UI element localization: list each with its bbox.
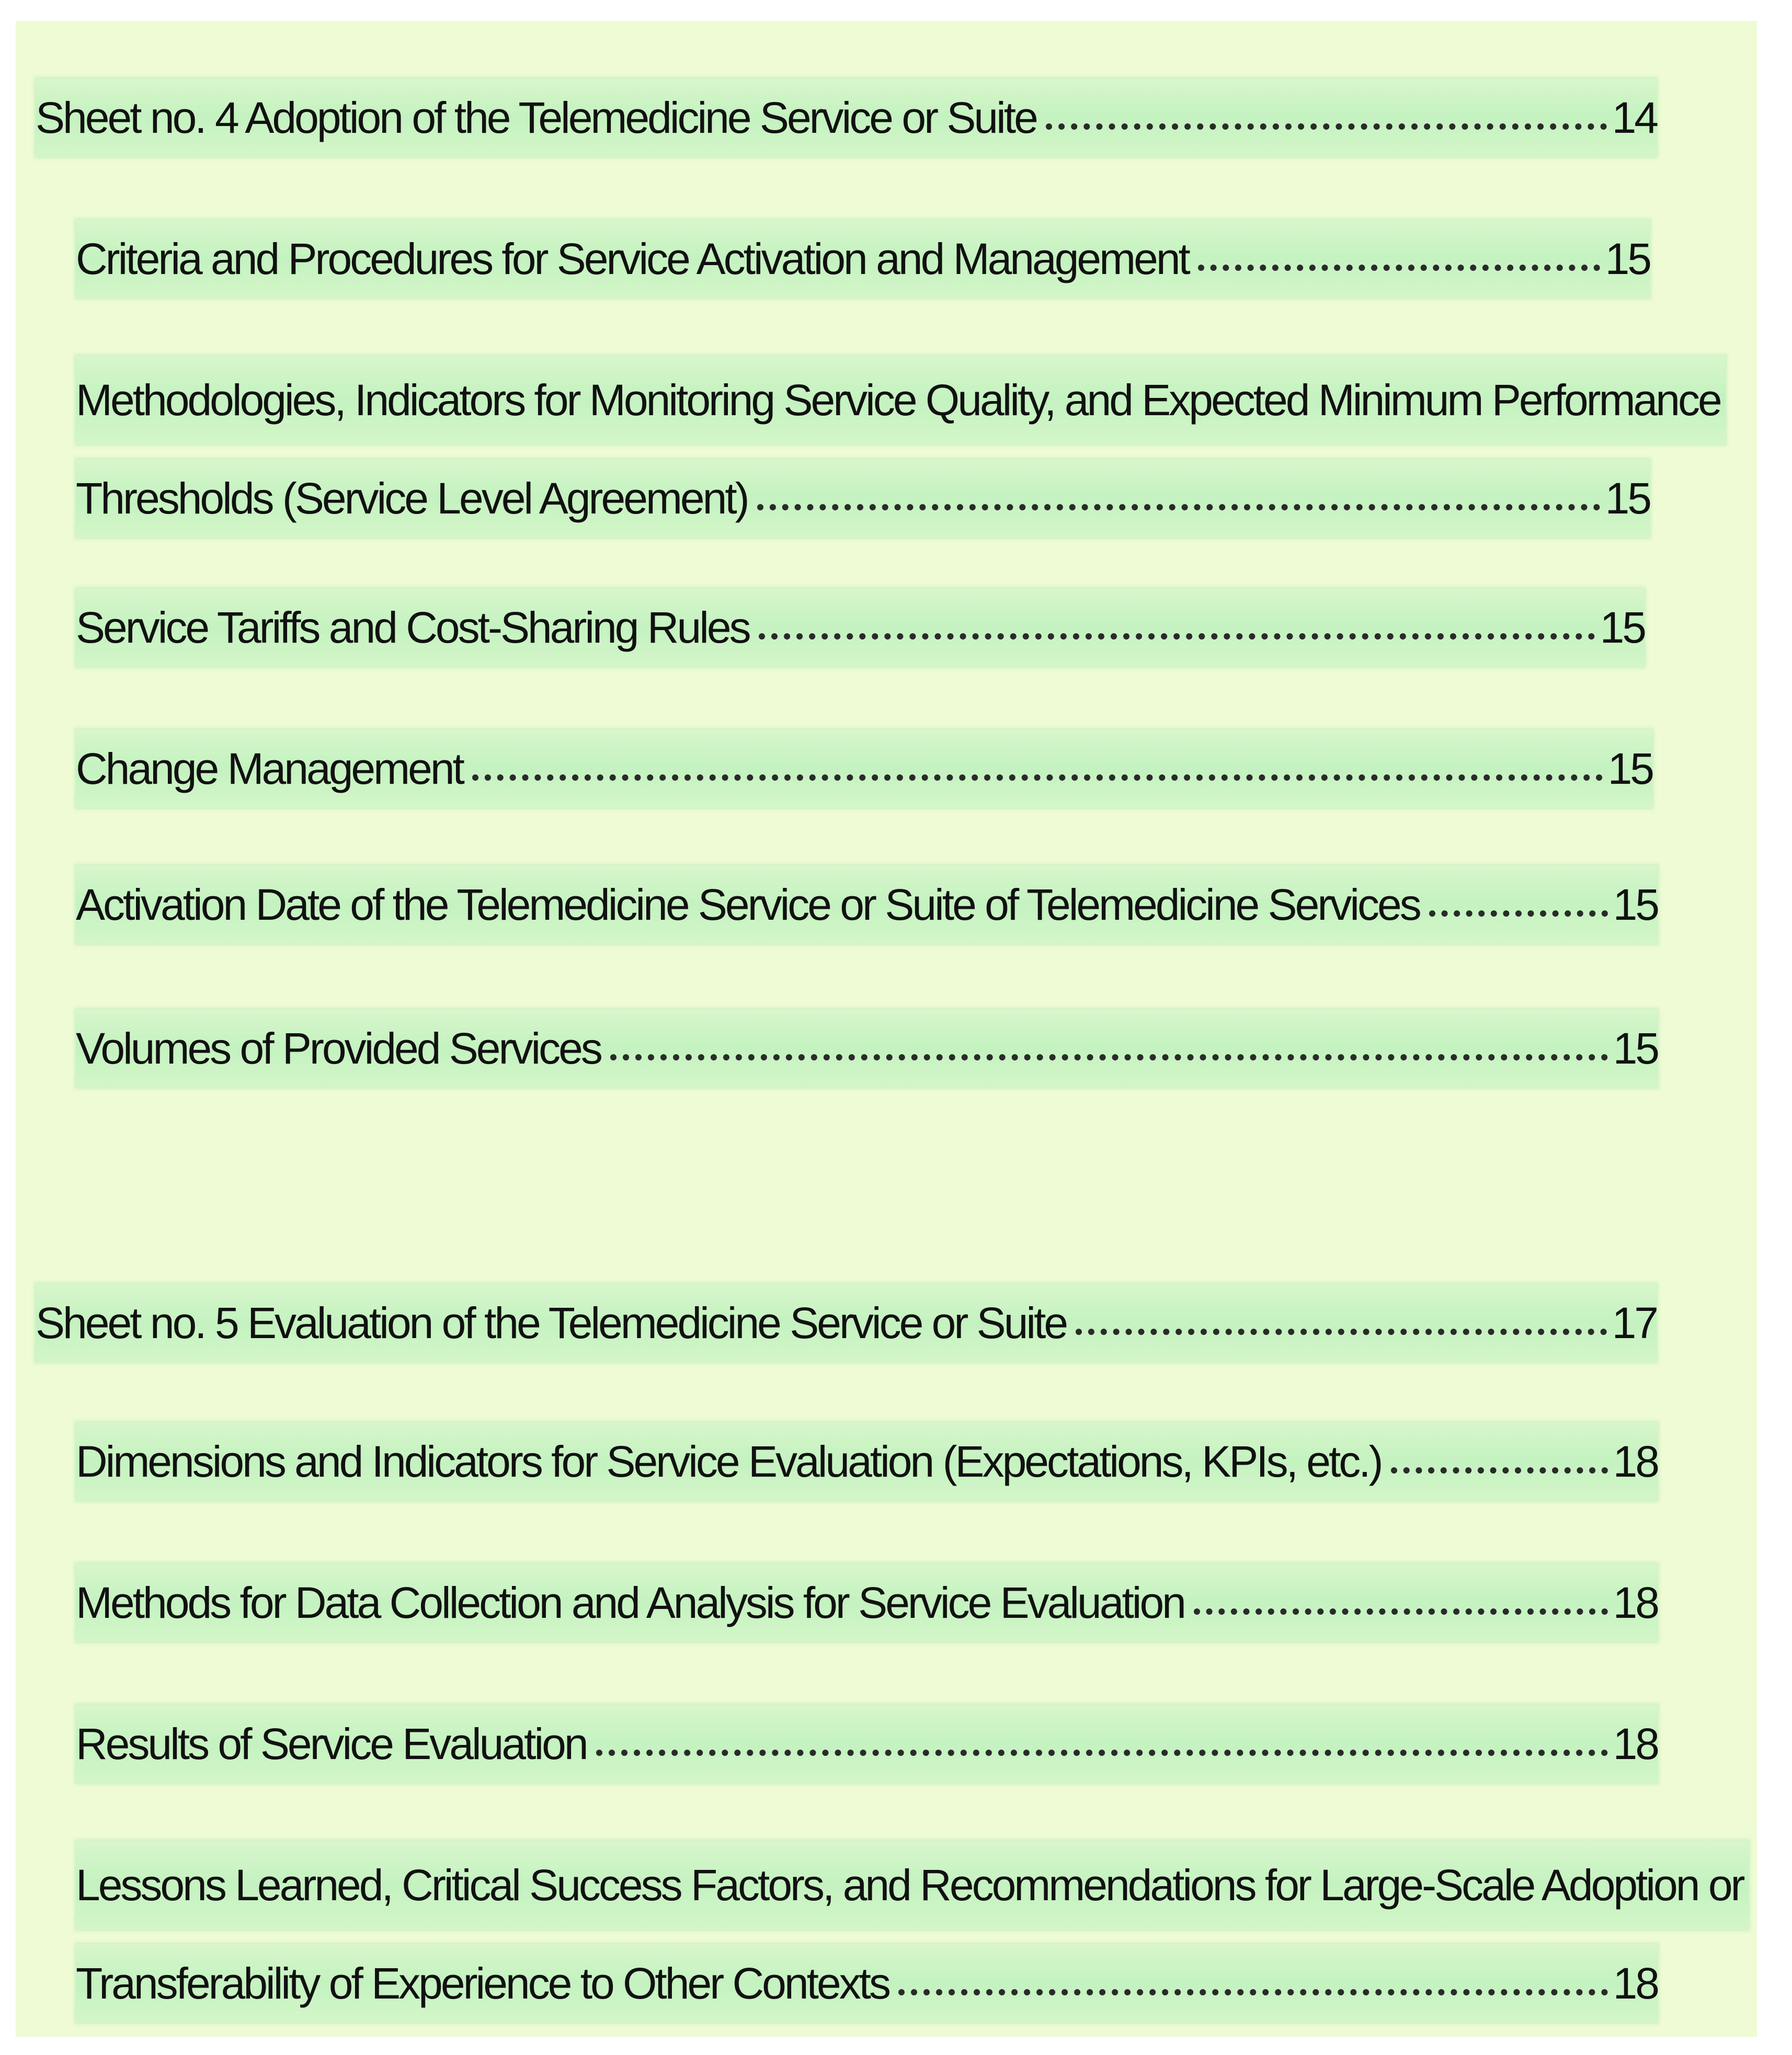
toc-entry[interactable] bbox=[76, 356, 1720, 538]
dot-leader bbox=[898, 1989, 1608, 1995]
toc-page-number: 15 bbox=[1613, 880, 1658, 929]
toc-page bbox=[16, 21, 1757, 2037]
dot-leader bbox=[759, 633, 1595, 640]
toc-entry-title: Criteria and Procedures for Service Activation and Management bbox=[76, 234, 1189, 283]
toc-entry[interactable] bbox=[76, 220, 1650, 298]
toc-entry[interactable] bbox=[76, 1563, 1658, 1642]
dot-leader bbox=[1198, 265, 1600, 271]
toc-heading-title: Sheet no. 5 Evaluation of the Telemedicine Service or Suite bbox=[36, 1298, 1067, 1348]
toc-entry[interactable] bbox=[76, 1009, 1658, 1088]
toc-page-number: 15 bbox=[1605, 234, 1650, 283]
dot-leader bbox=[757, 504, 1600, 510]
toc-entry-title: Change Management bbox=[76, 744, 463, 793]
dot-leader bbox=[1391, 1467, 1608, 1474]
toc-page-number: 18 bbox=[1613, 1719, 1658, 1768]
toc-page-number: 18 bbox=[1613, 1959, 1658, 2008]
toc-page-number: 17 bbox=[1612, 1298, 1657, 1348]
toc-entry-title: Results of Service Evaluation bbox=[76, 1719, 587, 1768]
toc-entry-title: Methods for Data Collection and Analysis for Service Evaluation bbox=[76, 1578, 1184, 1627]
dot-leader bbox=[472, 774, 1603, 781]
toc-page-number: 14 bbox=[1612, 93, 1657, 142]
dot-leader bbox=[1076, 1329, 1606, 1335]
dot-leader bbox=[596, 1750, 1608, 1756]
toc-page-number: 18 bbox=[1613, 1578, 1658, 1627]
toc-entry[interactable] bbox=[76, 588, 1645, 667]
toc-entry-title: Volumes of Provided Services bbox=[76, 1024, 601, 1073]
toc-entry-title: Service Tariffs and Cost-Sharing Rules bbox=[76, 603, 749, 652]
toc-entry-title: Dimensions and Indicators for Service Evaluation (Expectations, KPIs, etc.) bbox=[76, 1437, 1382, 1486]
toc-heading-sheet-5[interactable] bbox=[36, 1284, 1657, 1362]
toc-entry-title-line-2: Transferability of Experience to Other Contexts bbox=[76, 1959, 889, 2008]
toc-page-number: 18 bbox=[1613, 1437, 1658, 1486]
dot-leader bbox=[1194, 1608, 1608, 1615]
toc-entry[interactable] bbox=[76, 1841, 1743, 2023]
toc-entry[interactable] bbox=[76, 865, 1658, 944]
toc-entry-title-line-2: Thresholds (Service Level Agreement) bbox=[76, 474, 748, 523]
toc-entry[interactable] bbox=[76, 1422, 1658, 1501]
toc-page-number: 15 bbox=[1605, 474, 1650, 523]
toc-entry-title: Activation Date of the Telemedicine Service or Suite of Telemedicine Services bbox=[76, 880, 1420, 929]
dot-leader bbox=[1429, 910, 1608, 917]
toc-heading-sheet-4[interactable] bbox=[36, 78, 1657, 157]
toc-entry[interactable] bbox=[76, 1705, 1658, 1783]
toc-entry-title-line-1: Methodologies, Indicators for Monitoring Service Quality, and Expected Minimum Performance bbox=[76, 375, 1720, 425]
toc-entry[interactable] bbox=[76, 729, 1652, 808]
toc-page-number: 15 bbox=[1600, 603, 1645, 652]
toc-heading-title: Sheet no. 4 Adoption of the Telemedicine Service or Suite bbox=[36, 93, 1036, 142]
toc-entry-title-line-1: Lessons Learned, Critical Success Factors, and Recommendations for Large-Scale Adoption or bbox=[76, 1860, 1743, 1910]
toc-page-number: 15 bbox=[1613, 1024, 1658, 1073]
dot-leader bbox=[1046, 123, 1607, 130]
toc-page-number: 15 bbox=[1607, 744, 1652, 793]
dot-leader bbox=[610, 1054, 1608, 1060]
